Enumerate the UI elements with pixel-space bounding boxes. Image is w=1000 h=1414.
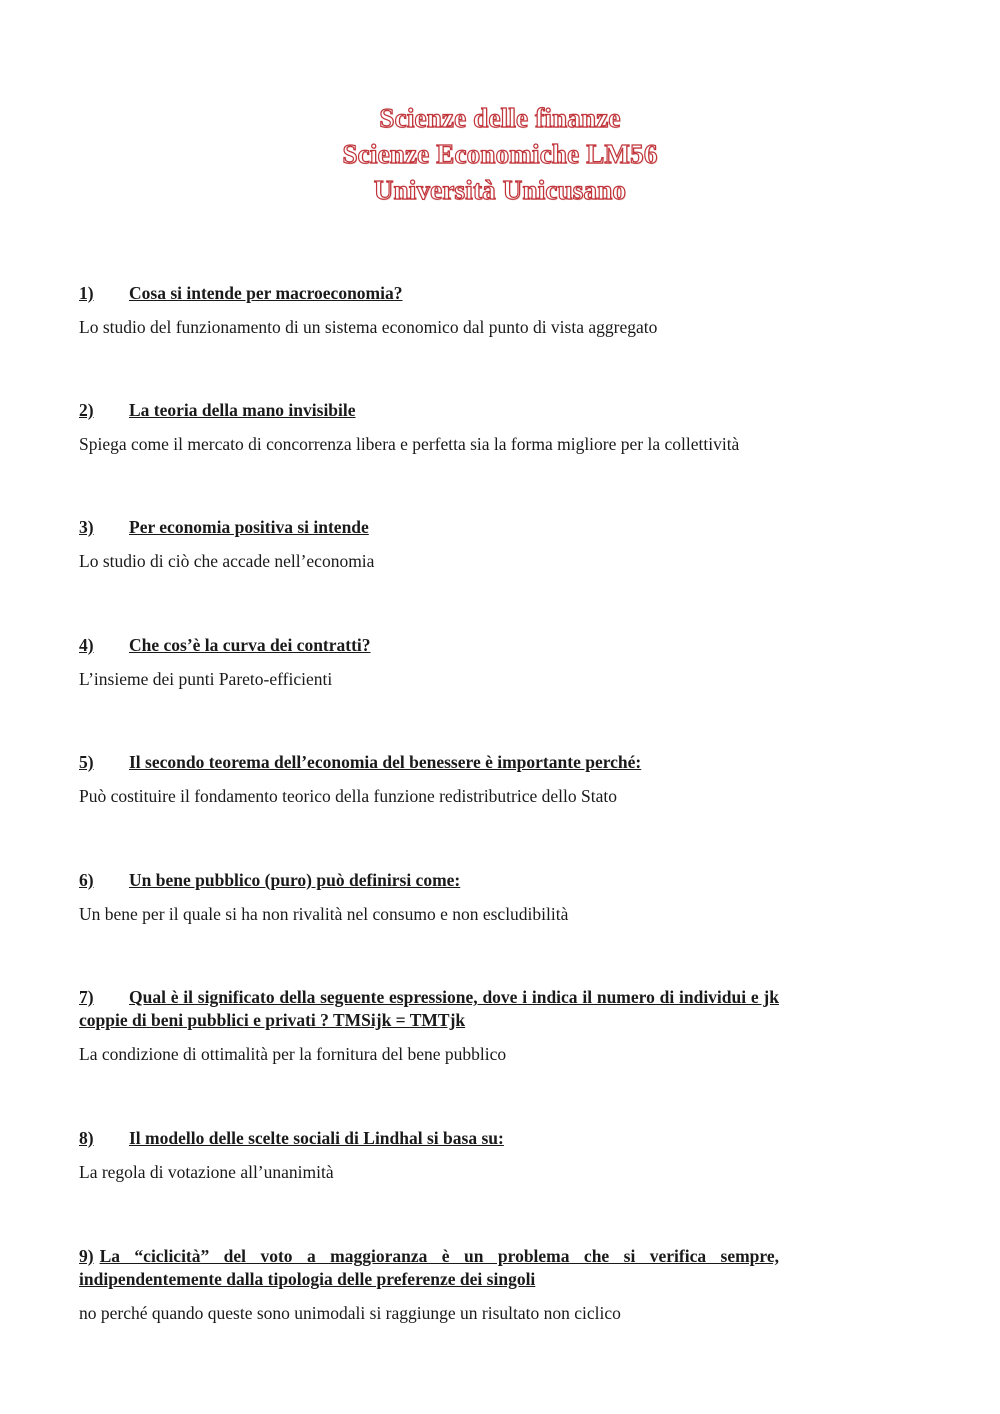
degree-title: Scienze Economiche LM56: [342, 139, 658, 169]
question-number: 9): [79, 1246, 94, 1266]
document-header: [0, 100, 1000, 208]
question: [79, 399, 859, 422]
question-text: Il modello delle scelte sociali di Lindhal si basa su:: [129, 1128, 504, 1148]
question-text: Un bene pubblico (puro) può definirsi come:: [129, 870, 461, 890]
qa-item-9: [79, 1245, 859, 1325]
question-number: 3): [79, 517, 94, 537]
answer-text: Un bene per il quale si ha non rivalità nel consumo e non escludibilità: [79, 904, 569, 924]
answer-text: La regola di votazione all’unanimità: [79, 1162, 334, 1182]
qa-item-2: [79, 399, 859, 456]
course-title: Scienze delle finanze: [379, 103, 621, 133]
question-text: La “ciclicità” del voto a maggioranza è un problema che si verifica sempre, indipendentemente dalla tipologia delle preferenze dei singoli: [79, 1246, 779, 1289]
answer-text: L’insieme dei punti Pareto-efficienti: [79, 669, 333, 689]
qa-item-5: [79, 751, 859, 808]
question: [79, 1245, 779, 1291]
qa-item-3: [79, 516, 859, 573]
question-number: 5): [79, 752, 94, 772]
answer-text: Spiega come il mercato di concorrenza libera e perfetta sia la forma migliore per la collettività: [79, 434, 740, 454]
question-text: Cosa si intende per macroeconomia?: [129, 283, 403, 303]
question-number: 6): [79, 870, 94, 890]
question: [79, 986, 779, 1032]
question: [79, 751, 859, 774]
question: [79, 869, 859, 892]
answer-text: Lo studio del funzionamento di un sistema economico dal punto di vista aggregato: [79, 317, 658, 337]
question-number: 7): [79, 987, 94, 1007]
question-number: 1): [79, 283, 94, 303]
question-text: Qual è il significato della seguente espressione, dove i indica il numero di individui e jk coppie di beni pubblici e privati ? TMSijk = TMTjk: [79, 987, 779, 1030]
question-number: 8): [79, 1128, 94, 1148]
qa-item-8: [79, 1127, 859, 1184]
question-text: Per economia positiva si intende: [129, 517, 369, 537]
question: [79, 516, 859, 539]
question-text: Il secondo teorema dell’economia del benessere è importante perché:: [129, 752, 642, 772]
answer-text: no perché quando queste sono unimodali si raggiunge un risultato non ciclico: [79, 1303, 621, 1323]
question: [79, 282, 859, 305]
question-text: La teoria della mano invisibile: [129, 400, 356, 420]
question: [79, 1127, 859, 1150]
answer-text: La condizione di ottimalità per la fornitura del bene pubblico: [79, 1044, 507, 1064]
question-number: 4): [79, 635, 94, 655]
answer-text: Può costituire il fondamento teorico della funzione redistributrice dello Stato: [79, 786, 617, 806]
question: [79, 634, 859, 657]
university-title: Università Unicusano: [373, 175, 627, 205]
qa-item-4: [79, 634, 859, 691]
question-number: 2): [79, 400, 94, 420]
qa-item-1: [79, 282, 859, 339]
qa-item-7: [79, 986, 859, 1066]
question-text: Che cos’è la curva dei contratti?: [129, 635, 371, 655]
answer-text: Lo studio di ciò che accade nell’economia: [79, 551, 375, 571]
qa-item-6: [79, 869, 859, 926]
